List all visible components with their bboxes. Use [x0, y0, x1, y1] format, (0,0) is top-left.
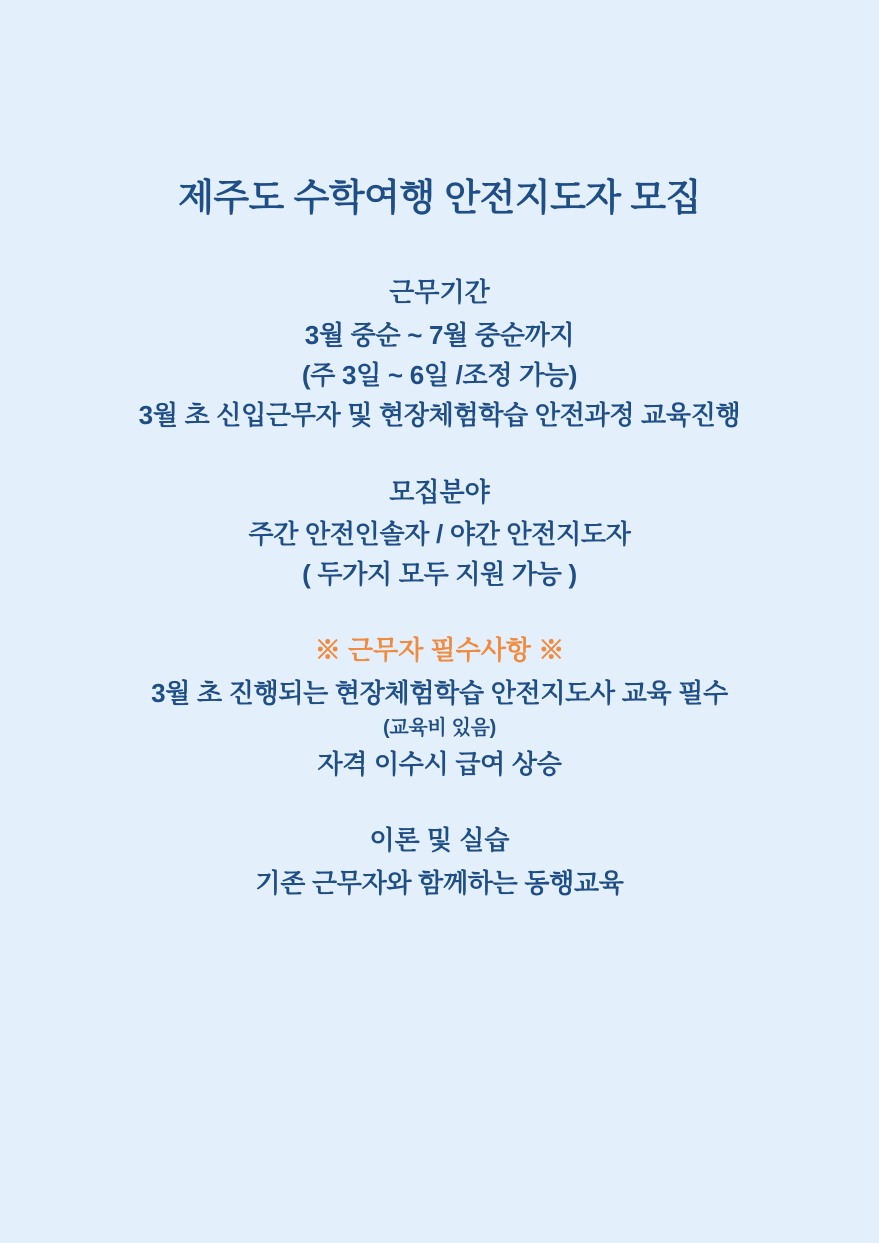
section-heading: 이론 및 실습	[369, 825, 510, 856]
section-line: (교육비 있음)	[382, 717, 497, 740]
section-heading: ※ 근무자 필수사항 ※	[314, 635, 565, 666]
page-title: 제주도 수학여행 안전지도자 모집	[178, 177, 701, 218]
section-line: 기존 근무자와 함께하는 동행교육	[255, 867, 624, 898]
section-line: ( 두가지 모두 지원 가능 )	[302, 559, 577, 590]
section-line: 주간 안전인솔자 / 야간 안전지도자	[248, 518, 631, 549]
section-line: (주 3일 ~ 6일 /조정 가능)	[301, 359, 578, 390]
section-training	[255, 820, 623, 903]
section-line: 3월 중순 ~ 7월 중순까지	[304, 319, 575, 350]
section-work-period	[139, 272, 741, 435]
section-line: 3월 초 신입근무자 및 현장체험학습 안전과정 교육진행	[138, 400, 741, 431]
section-line: 3월 초 진행되는 현장체험학습 안전지도사 교육 필수	[151, 677, 728, 708]
section-heading: 근무기간	[389, 277, 490, 308]
section-heading: 모집분야	[389, 476, 490, 507]
section-recruit-fields	[248, 472, 630, 595]
section-line: 자격 이수시 급여 상승	[317, 749, 562, 780]
section-requirements	[151, 630, 728, 784]
